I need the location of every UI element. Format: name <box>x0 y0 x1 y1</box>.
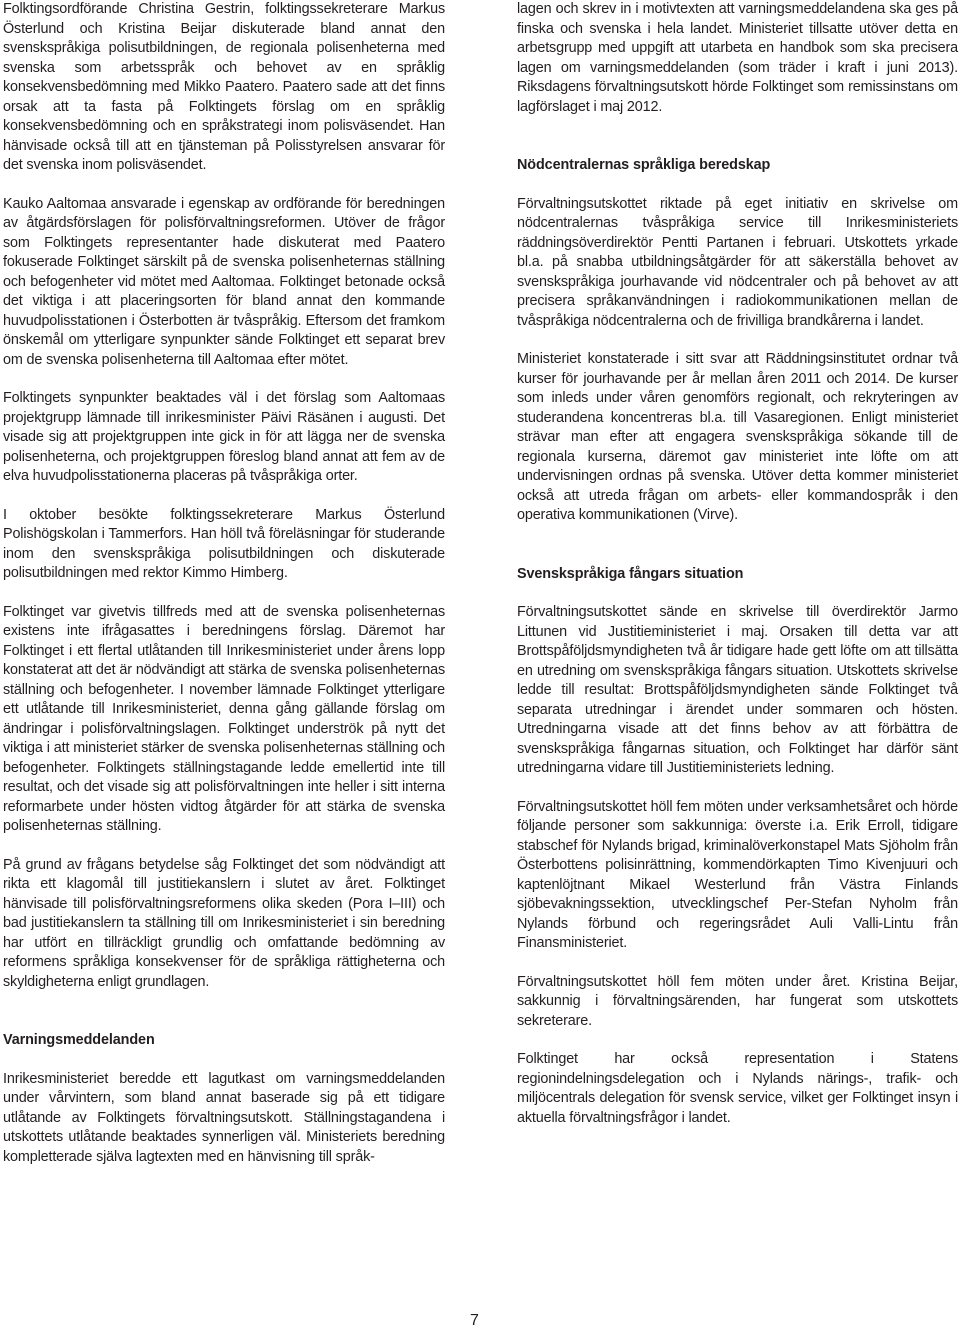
paragraph: Förvaltningsutskottet höll fem möten under året. Kristina Beijar, sakkunnig i förvaltningsärenden, har fungerat som utskottets sekreterare. <box>517 973 958 1029</box>
paragraph: Folktingets synpunkter beaktades väl i det förslag som Aaltomaas projektgrupp lämnade till inrikesminister Päivi Räsänen i augusti. Det visade sig att projektgruppen inte gick in för att lägga ner de svenska polisenheterna, och projektgruppen föreslog bland annat att fem av de elva huvudpolisstationerna placeras på tvåspråkiga orter. <box>3 390 445 484</box>
paragraph: Folktinget har också representation i Statens regionindelningsdelegation och i Nylands närings-, trafik- och miljöcentrals delegation för svensk service, vilket ger Folktinget insyn i aktuella förvaltningsfrågor i landet. <box>517 1051 958 1126</box>
paragraph: Förvaltningsutskottet höll fem möten under verksamhetsåret och hörde följande personer som sakkunniga: överste i.a. Erik Erroll, tidigare stabschef för Nylands brigad, kriminalöverkonstapel Mats Sjöholm från Österbottens polisinrättning, kommendörkapten Timo Kivenjuuri och kaptenlöjtnant Mikael Westerlund från Västra Finlands sjöbevakningssektion, utvecklingschef Per-Stefan Nyholm från Nylands förbund och regeringsrådet Auli Valli-Lintu från Finansministeriet. <box>517 798 958 951</box>
paragraph: I oktober besökte folktingssekreterare Markus Österlund Polishögskolan i Tammerfors. Han höll två föreläsningar för studerande inom den svenskspråkiga polisutbildningen och diskuterade polisutbildningen med rektor Kimmo Himberg. <box>3 506 445 581</box>
paragraph: Ministeriet konstaterade i sitt svar att Räddningsinstitutet ordnar två kurser för jourhavande per år mellan åren 2011 och 2014. De kurser som inleds under våren genomförs regionalt, och rekryteringen av studerandena koncentreras bl.a. till Vasaregionen. Enligt ministeriet strävar man efter att engagera svenskspråkiga sökande till de regionala kurserna, däremot gav ministeriet inte löfte om att undervisningen ordnas på svenska. Utöver detta kommer ministeriet också att utreda frågan om arbets- eller kommandospråk i den operativa kommunikationen (Virve). <box>517 351 958 523</box>
section-heading: Varningsmeddelanden <box>3 1032 155 1048</box>
section-heading: Nödcentralernas språkliga beredskap <box>517 157 771 173</box>
paragraph: Förvaltningsutskottet sände en skrivelse till överdirektör Jarmo Littunen vid Justitieministeriet i maj. Orsaken till detta var att Brottspåföljdsmyndigheten två år tidigare hade gett löfte om att tillsätta en utredning om svenskspråkiga fångars situation. Utskottets skrivelse ledde till resultat: Brottspåföljdsmyndigheten sände Folktinget två separata utredningar i ärendet under sommaren och hösten. Utredningarna visade att det finns behov av att förbättra de svenskspråkiga fångarnas situation, och Folktinget har därför sänt utredningarna vidare till Justitieministeriets ledning. <box>517 604 958 776</box>
page-number: 7 <box>470 1312 479 1329</box>
paragraph: lagen och skrev in i motivtexten att varningsmeddelandena ska ges på finska och svenska i hela landet. Ministeriet tillsatte utöver detta en arbetsgrupp med uppgift att utarbeta en handbok som ska precisera lagen om varningsmeddelanden (som träder i kraft i juni 2013). Riksdagens förvaltningsutskott hörde Folktinget som remissinstans om lagförslaget i maj 2012. <box>517 1 958 115</box>
paragraph: Folktingsordförande Christina Gestrin, folktingssekreterare Markus Österlund och Kristina Beijar diskuterade bland annat den svenskspråkiga polisutbildningen, de regionala polisenheterna med svenska som arbetsspråk och behovet av en språklig konsekvensbedömning med Mikko Paatero. Paatero sade att det finns orsak att ta fasta på Folktingets förslag om en språklig konsekvensbedömning och en språkstrategi inom polisväsendet. Han hänvisade också till att en tjänsteman på Polisstyrelsen ansvarar för det svenska inom polisväsendet. <box>3 1 445 173</box>
section-heading: Svenskspråkiga fångars situation <box>517 565 744 582</box>
right-column <box>517 0 958 1128</box>
paragraph: Inrikesministeriet beredde ett lagutkast om varningsmeddelanden under vårvintern, som bland annat baserade sig på ett tidigare utlåtande av Folktingets förvaltningsutskott. Ställningstagandena i utskottets utlåtande beaktades synnerligen väl. Ministeriets beredning kompletterade själva lagtexten med en hänvisning till språk- <box>3 1070 445 1165</box>
paragraph: Förvaltningsutskottet riktade på eget initiativ en skrivelse om nödcentralernas tvåspråkiga service till Inrikesministeriets räddningsöverdirektör Pentti Partanen i februari. Utskottets yrkade bl.a. på snabba utbildningsåtgärder för att säkerställa behovet av svenskspråkiga jourhavande vid nödcentraler och på behovet av att precisera språkanvändningen i radiokommunikationen mellan de tvåspråkiga nödcentralerna och de frivilliga brandkårerna i landet. <box>517 195 958 329</box>
left-column <box>3 0 445 1167</box>
paragraph: Kauko Aaltomaa ansvarade i egenskap av ordförande för beredningen av åtgärdsförslagen för polisförvaltningsreformen. Utöver de frågor som Folktingets representanter hade diskuterat med Paatero fokuserade Folktinget särskilt på de svenska polisenheternas ställning och befogenheter vid mötet med Aaltomaa. Folktinget betonade också det viktiga i att placeringsorten för bland annat den kommande huvudpolisstationen i Österbotten är tvåspråkig. Eftersom det framkom önskemål om ytterligare synpunkter sände Folktinget ett separat brev om de svenska polisenheterna till Aaltomaa efter mötet. <box>3 195 445 368</box>
paragraph: Folktinget var givetvis tillfreds med att de svenska polisenheternas existens inte ifrågasattes i beredningens förslag. Däremot har Folktinget i ett flertal utlåtanden till Inrikesministeriet under årens lopp konstaterat att det är nödvändigt att stärka de svenska polisenheternas ställning och befogenheter. I november lämnade Folktinget ytterligare ett utlåtande till Inrikesministeriet, denna gång gällande förslag om ändringar i polisförvaltningslagen. Folktinget underströk på nytt det viktiga i att ministeriet stärker de svenska polisenheternas ställning och befogenheter. Folktingets ställningstagande ledde emellertid inte till resultat, och det visade sig att polisförvaltningen inte heller i sitt interna reformarbete under hösten vidtog åtgärder för att stärka de svenska polisenheternas ställning. <box>3 603 445 834</box>
paragraph: På grund av frågans betydelse såg Folktinget det som nödvändigt att rikta ett klagomål till justitiekanslern i slutet av året. Folktinget hänvisade till polisförvaltningsreformens olika skeden (Pora I–III) och bad justitiekanslern ta ställning till om Inrikesministeriet i sin beredning har utfört en tillräckligt grundlig och omfattande bedömning av reformens språkliga konsekvenser för de språkliga rättigheterna och skyldigheterna enligt grundlagen. <box>3 856 445 990</box>
